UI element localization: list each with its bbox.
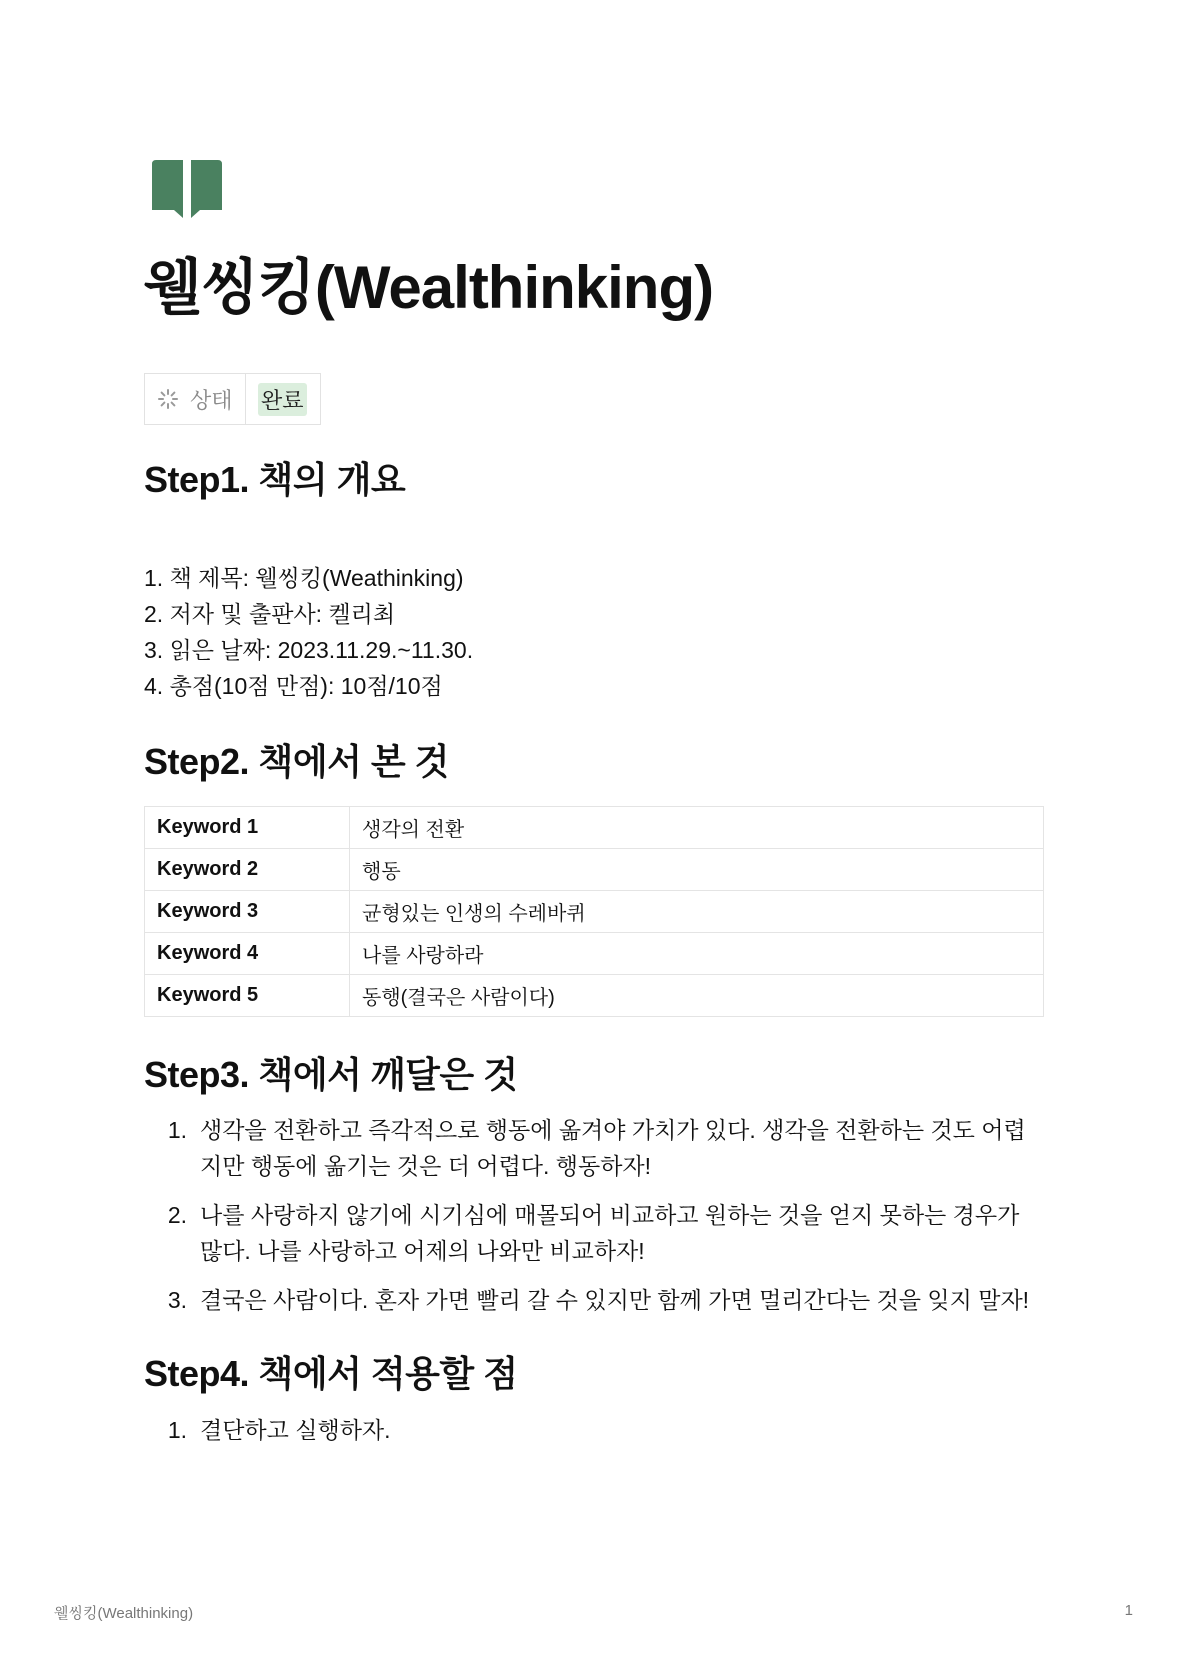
list-item <box>144 1112 1042 1184</box>
loading-spinner-icon <box>157 388 179 410</box>
list-number: 1. <box>167 1417 187 1443</box>
status-label: 상태 <box>190 387 233 413</box>
keyword-key[interactable]: Keyword 2 <box>145 849 350 891</box>
list-text: 나를 사랑하지 않기에 시기심에 매몰되어 비교하고 원하는 것을 얻지 못하는 경우가 많다. 나를 사랑하고 어제의 나와만 비교하자! <box>200 1202 1020 1264</box>
step4-list <box>144 1412 1042 1448</box>
list-item <box>144 1197 1042 1269</box>
keyword-value[interactable]: 생각의 전환 <box>350 807 1044 849</box>
keyword-key[interactable]: Keyword 4 <box>145 933 350 975</box>
table-row <box>145 891 1044 933</box>
page-number: 1 <box>1124 1602 1133 1619</box>
list-item: 1. 책 제목: 웰씽킹(Weathinking) <box>144 565 464 591</box>
keyword-value[interactable]: 균형있는 인생의 수레바퀴 <box>350 891 1044 933</box>
status-property-label[interactable] <box>145 374 246 424</box>
keyword-value[interactable]: 동행(결국은 사람이다) <box>350 975 1044 1017</box>
list-text: 생각을 전환하고 즉각적으로 행동에 옮겨야 가치가 있다. 생각을 전환하는 것도 어렵지만 행동에 옮기는 것은 더 어렵다. 행동하자! <box>200 1117 1026 1179</box>
book-icon <box>150 158 224 218</box>
list-number: 2. <box>167 1202 187 1228</box>
status-badge: 완료 <box>258 383 307 416</box>
footer-title: 웰씽킹(Wealthinking) <box>54 1605 194 1622</box>
table-row <box>145 849 1044 891</box>
table-row <box>145 807 1044 849</box>
keyword-key[interactable]: Keyword 5 <box>145 975 350 1017</box>
step2-heading: Step2. 책에서 본 것 <box>144 741 449 782</box>
keyword-value[interactable]: 행동 <box>350 849 1044 891</box>
list-text: 결단하고 실행하자. <box>200 1417 391 1443</box>
status-property <box>144 373 321 425</box>
list-item <box>144 1412 1042 1448</box>
table-row <box>145 933 1044 975</box>
list-number: 1. <box>167 1117 187 1143</box>
step3-list <box>144 1112 1042 1318</box>
list-item: 2. 저자 및 출판사: 켈리최 <box>144 601 396 627</box>
list-item: 3. 읽은 날짜: 2023.11.29.~11.30. <box>144 637 474 663</box>
table-row <box>145 975 1044 1017</box>
list-item <box>144 1282 1042 1318</box>
keyword-key[interactable]: Keyword 3 <box>145 891 350 933</box>
step1-list <box>144 560 473 704</box>
step3-heading: Step3. 책에서 깨달은 것 <box>144 1054 518 1095</box>
page-title: 웰씽킹(Wealthinking) <box>144 254 714 321</box>
list-number: 3. <box>167 1287 187 1313</box>
step4-heading: Step4. 책에서 적용할 점 <box>144 1353 518 1394</box>
step1-heading: Step1. 책의 개요 <box>144 459 406 500</box>
list-text: 결국은 사람이다. 혼자 가면 빨리 갈 수 있지만 함께 가면 멀리간다는 것을 잊지 말자! <box>200 1287 1030 1313</box>
keyword-value[interactable]: 나를 사랑하라 <box>350 933 1044 975</box>
keyword-key[interactable]: Keyword 1 <box>145 807 350 849</box>
keyword-table <box>144 806 1044 1017</box>
status-value-cell[interactable] <box>246 374 320 424</box>
list-item: 4. 총점(10점 만점): 10점/10점 <box>144 673 443 699</box>
